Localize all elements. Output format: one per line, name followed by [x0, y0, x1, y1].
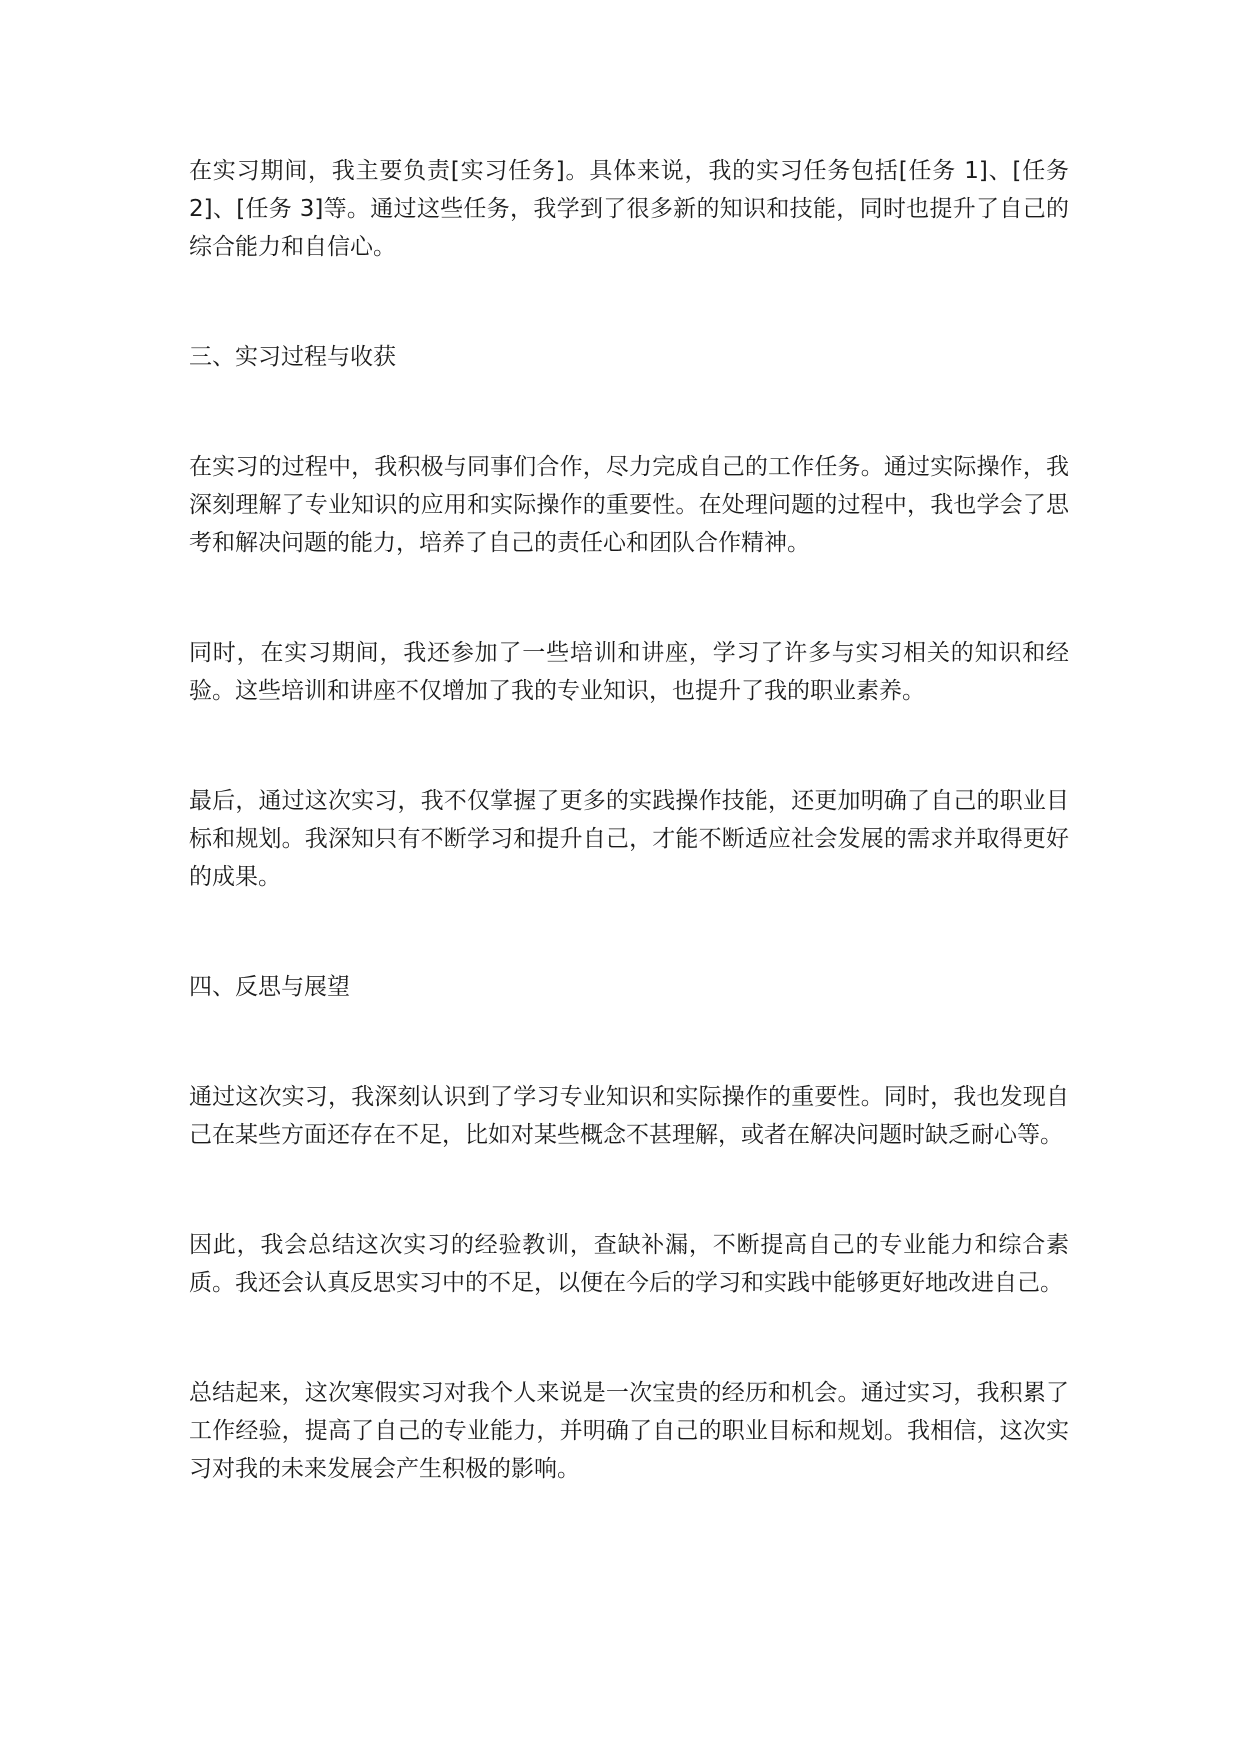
- paragraph-process: 在实习的过程中，我积极与同事们合作，尽力完成自己的工作任务。通过实际操作，我深刻理解了专业知识的应用和实际操作的重要性。在处理问题的过程中，我也学会了思考和解决问题的能力，培养了自己的责任心和团队合作精神。: [189, 454, 1069, 556]
- document-body: [189, 152, 1069, 1488]
- paragraph-internship-tasks: 在实习期间，我主要负责[实习任务]。具体来说，我的实习任务包括[任务 1]、[任务 2]、[任务 3]等。通过这些任务，我学到了很多新的知识和技能，同时也提升了自己的综合能力和自信心。: [189, 158, 1069, 260]
- section-heading-reflection: 四、反思与展望: [189, 974, 350, 1000]
- paragraph-conclusion-skills: 最后，通过这次实习，我不仅掌握了更多的实践操作技能，还更加明确了自己的职业目标和规划。我深知只有不断学习和提升自己，才能不断适应社会发展的需求并取得更好的成果。: [189, 788, 1069, 890]
- section-heading-process: 三、实习过程与收获: [189, 344, 396, 370]
- paragraph-summary: 总结起来，这次寒假实习对我个人来说是一次宝贵的经历和机会。通过实习，我积累了工作经验，提高了自己的专业能力，并明确了自己的职业目标和规划。我相信，这次实习对我的未来发展会产生积极的影响。: [189, 1380, 1069, 1482]
- paragraph-improvement: 因此，我会总结这次实习的经验教训，查缺补漏，不断提高自己的专业能力和综合素质。我还会认真反思实习中的不足，以便在今后的学习和实践中能够更好地改进自己。: [189, 1232, 1069, 1296]
- paragraph-reflection: 通过这次实习，我深刻认识到了学习专业知识和实际操作的重要性。同时，我也发现自己在某些方面还存在不足，比如对某些概念不甚理解，或者在解决问题时缺乏耐心等。: [189, 1084, 1069, 1148]
- paragraph-training: 同时，在实习期间，我还参加了一些培训和讲座，学习了许多与实习相关的知识和经验。这些培训和讲座不仅增加了我的专业知识，也提升了我的职业素养。: [189, 640, 1069, 704]
